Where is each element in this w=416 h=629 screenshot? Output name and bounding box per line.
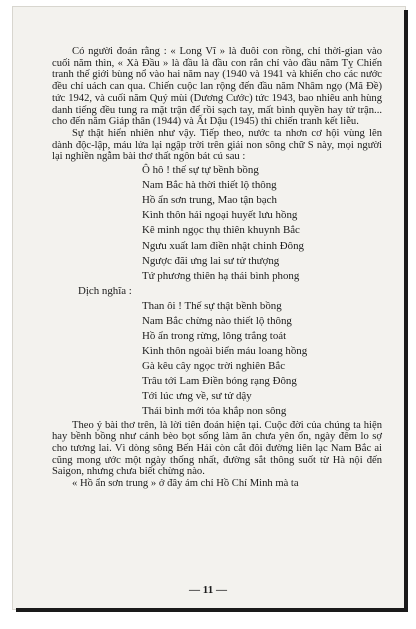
paragraph-2: Sự thật hiển nhiên như vậy. Tiếp theo, nước ta nhơn cơ hội vùng lên dành độc-lập, máu lửa lại ngập trời trên giải non sông chữ S này, mọi người lại nghiền ngẫm bài thơ thất ngôn bát cú sau : (52, 127, 382, 163)
page-body (52, 46, 382, 490)
translation-label: Dịch nghĩa : (78, 284, 132, 297)
poem-original (142, 163, 382, 284)
translation-line: Trâu tới Lam Điền bóng rạng Đông (142, 375, 297, 388)
paragraph-1: Có người đoán rằng : « Long Vĩ » là đuôi con rồng, chỉ thời-gian vào cuối năm thìn, « Xà Đầu » là đầu là đầu con rắn chỉ vào đầu năm Tỵ Chiến tranh thế giới bùng nổ vào hai năm nay (1940 và 1941 và khiến cho các nước đều chỉ uách can qua. Chiến cuộc lan rộng đến đầu năm Nhâm ngọ (Mã Đề) tức 1942, và cuối năm Quý mùi (Dương Cước) tức 1943, bao nhiêu anh hùng danh tiếng đều tung ra mặt trận để rồi sạch tay, mất bình quyền hay tử trận... cho đến năm Giáp thân (1944) và Ất Dậu (1945) thì chiến tranh kết liễu. (52, 46, 382, 128)
page-number: — 11 — (189, 584, 227, 596)
page-shadow-bottom (16, 608, 408, 612)
poem-line: Ô hô ! thế sự tự bềnh bồng (142, 164, 259, 177)
poem-translation (142, 299, 382, 420)
poem-line: Nam Bắc hà thời thiết lộ thông (142, 179, 277, 192)
translation-line: Hồ ẩn trong rừng, lông trắng toát (142, 329, 287, 342)
page-shadow-right (404, 10, 408, 612)
paragraph-3: Theo ý bài thơ trên, là lời tiên đoán hiện tại. Cuộc đời của chúng ta hiện hay bềnh bồng như cánh bèo bọt sống làm ăn chưa yên ổn, ngày đêm lo sợ cho tương lai. Vì dòng sông Bến Hải còn cắt đôi đường liên lạc Nam Bắc ai cũng mong ước một ngày thống nhất, đường sắt thông suốt từ Hà nội đến Saigon, nhưng chưa biết chừng nào. (52, 419, 382, 478)
poem-line: Ngưu xuất lam điền nhật chinh Đông (142, 239, 304, 252)
poem-line: Tứ phương thiên hạ thái bình phong (142, 269, 300, 282)
translation-line: Tới lúc ưng về, sư tử dậy (142, 390, 252, 403)
translation-line: Thái bình mới tỏa khắp non sông (142, 405, 287, 418)
translation-line: Than ôi ! Thế sự thật bềnh bồng (142, 299, 282, 312)
translation-line: Kình thôn ngoài biển máu loang hồng (142, 345, 308, 358)
translation-line: Gà kêu cây ngọc trời nghiên Bắc (142, 360, 286, 373)
poem-line: Hồ ẩn sơn trung, Mao tận bạch (142, 194, 277, 207)
poem-line: Kình thôn hải ngoại huyết lưu hồng (142, 209, 298, 222)
translation-line: Nam Bắc chừng nào thiết lộ thông (142, 314, 292, 327)
paragraph-4: « Hồ ẩn sơn trung » ở đây ám chỉ Hồ Chí Minh mà ta (72, 478, 299, 490)
poem-line: Kê minh ngọc thụ thiên khuynh Bắc (142, 224, 300, 237)
poem-line: Ngược đãi ưng lai sư tử thượng (142, 254, 280, 267)
